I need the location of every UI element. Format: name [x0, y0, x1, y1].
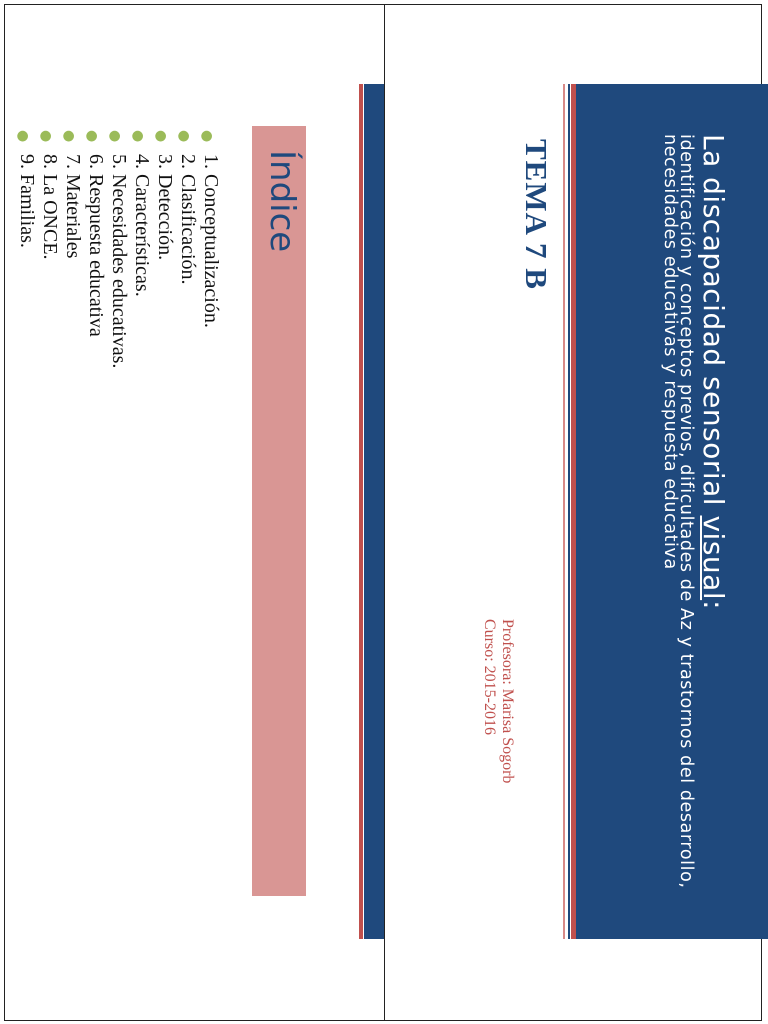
bullet-icon: ● [199, 130, 215, 143]
title-slide [384, 84, 768, 939]
list-item [84, 130, 107, 368]
course-year: Curso: 2015-2016 [481, 619, 498, 735]
bullet-icon: ● [176, 130, 192, 143]
bullet-icon: ● [130, 130, 146, 143]
list-item-text: 3. Detección. [154, 154, 176, 261]
index-rule-blue [364, 84, 384, 939]
bullet-icon: ● [38, 130, 54, 143]
list-item [153, 130, 176, 368]
title-prefix: La discapacidad sensorial [697, 134, 730, 516]
index-rule-red [359, 84, 363, 939]
bullet-icon: ● [107, 130, 123, 143]
list-item [61, 130, 84, 368]
accent-rule-blue [568, 84, 570, 939]
index-header-band [252, 126, 306, 896]
title-suffix: : [697, 600, 730, 611]
index-list [15, 130, 222, 368]
index-slide [0, 84, 384, 939]
index-title: Índice [262, 150, 302, 253]
slide-title [696, 134, 730, 924]
list-item [176, 130, 199, 368]
list-item-text: 4. Características. [131, 154, 153, 297]
bullet-icon: ● [15, 130, 31, 143]
title-block [662, 134, 730, 924]
list-item-text: 6. Respuesta educativa [85, 154, 107, 337]
slide-subtitle: identificación y conceptos previos, dificultades de Az y trastornos del desarrollo, necesidades educativas y respuesta educativa [660, 134, 696, 889]
list-item [199, 130, 222, 368]
list-item-text: 8. La ONCE. [39, 154, 61, 260]
topic-label: TEMA 7 B [519, 139, 554, 290]
title-underlined-word: visual [697, 515, 730, 601]
list-item-text: 7. Materiales [62, 154, 84, 259]
title-banner [576, 84, 768, 939]
bullet-icon: ● [61, 130, 77, 143]
list-item [15, 130, 38, 368]
bullet-icon: ● [153, 130, 169, 143]
teacher-name: Profesora: Marisa Sogorb [499, 619, 516, 784]
list-item-text: 1. Conceptualización. [200, 154, 222, 328]
list-item-text: 2. Clasificación. [177, 154, 199, 285]
list-item [130, 130, 153, 368]
list-item [107, 130, 130, 368]
accent-rule-red [571, 84, 576, 939]
list-item [38, 130, 61, 368]
accent-rule-pink [563, 84, 565, 939]
bullet-icon: ● [84, 130, 100, 143]
list-item-text: 5. Necesidades educativas. [108, 154, 130, 369]
list-item-text: 9. Familias. [16, 154, 38, 248]
course-info [480, 619, 516, 783]
